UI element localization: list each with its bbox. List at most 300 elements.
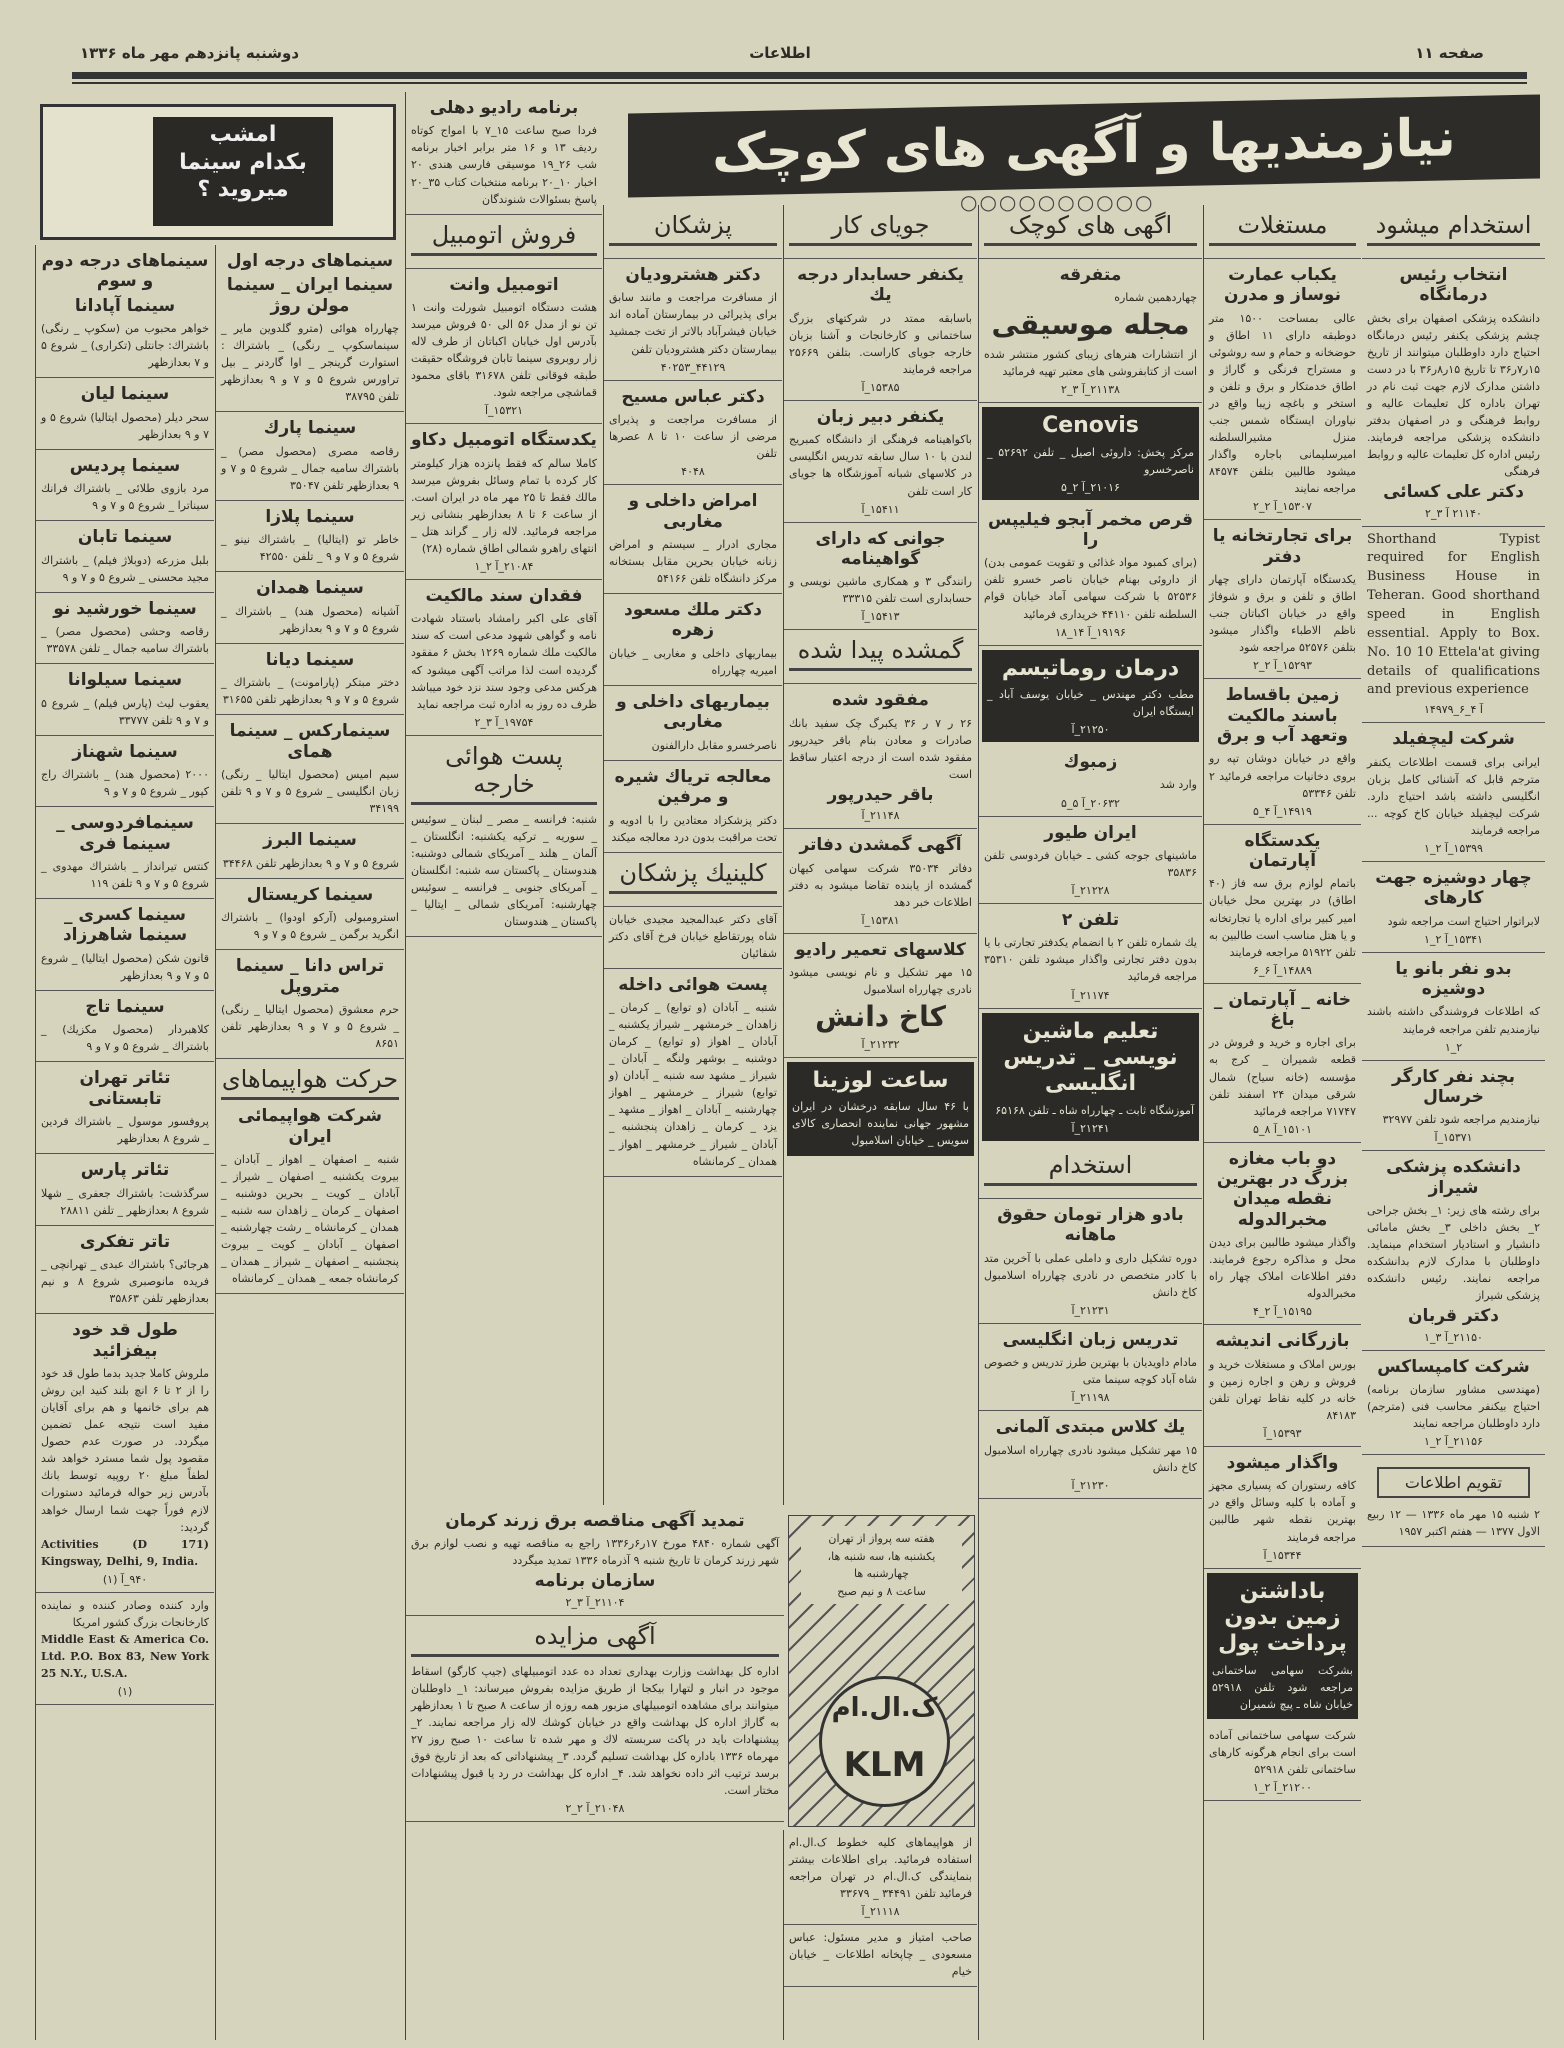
classified-ad: [979, 1324, 1202, 1411]
classified-ad: [604, 205, 782, 259]
klm-ad-line: یکشنبه ها، سه شنبه ها، چهارشنبه ها: [827, 1549, 936, 1581]
ad-reference-number: ۲۱۱۱۸_آ: [861, 1905, 900, 1919]
classified-ad: [784, 1925, 977, 1987]
ad-reference-number: ۴۴۱۲۹_۴۰۲۵۳: [660, 360, 726, 374]
classified-ad: [1204, 1723, 1361, 1801]
ad-reference-number: ۲۱۱۳۸_آ ۳_۲: [1061, 383, 1120, 397]
ad-body: حرم معشوق (محصول ایتالیا _ رنگی) _ شروع ۵ و ۷ و ۹ بعدازظهر تلفن ۸۶۵۱: [221, 1003, 400, 1051]
ad-body: کاملا سالم که فقط پانزده هزار کیلومتر کار کرده با تمام وسائل بفروش میرسد مالك فقط تا ۲۵ مهر ماه در ایران است. از ساعت ۶ تا ۸ بعدازظهر بنشانی زیر مراجعه فرمائید. لاله زار _ گراند هتل _ انتهای راهرو شمالی اطاق شماره (۲۸): [411, 456, 598, 555]
ad-heading: امراض داخلی و مغاربی: [628, 491, 758, 532]
ad-heading: آگهی گمشدن دفاتر: [799, 835, 962, 856]
ad-heading: Cenovis: [1042, 413, 1139, 439]
ad-heading: یك کلاس مبتدی آلمانی: [995, 1417, 1186, 1438]
ad-heading: معالجه تریاك شیره و مرفین: [614, 766, 772, 808]
ad-heading: بچند نفر کارگر خرسال: [1392, 1066, 1515, 1107]
classified-ad: [216, 879, 404, 950]
ad-reference-number: ۱۵۳۴۱_آ ۲_۱: [1424, 932, 1483, 946]
ad-body: هرجائی؟ باشتراك عبدی _ تهرانچی _ فریده مانوصبری شروع ۸ و نیم بعدازظهر تلفن ۳۵۸۶۳: [41, 1258, 209, 1306]
classified-ad: [36, 1154, 214, 1225]
ad-body: سحر دیلر (محصول ایتالیا) شروع ۵ و ۷ و ۹ بعدازظهر: [41, 410, 209, 441]
ad-body: از مسافرت مراجعت و مانند سابق برای پذیرائی در بیمارستان آماده اند خیابان فیشرآباد بالاتر از تخت جمشید بیمارستان دکتر هشترودیان تلفن: [609, 291, 777, 356]
section-heading: آگهی مزایده: [411, 1622, 779, 1657]
classified-ad: [216, 1059, 404, 1294]
ad-reference-number: ۲۱۰۱۶_آ ۲_۵: [1061, 480, 1120, 494]
ad-body: رقاصه وحشی (محصول مصر) _ باشتراك سامیه جمال _ تلفن ۳۳۵۷۸: [41, 625, 209, 656]
ad-reference-number: ۲۱۱۵۶_آ ۲_۱: [1424, 1435, 1483, 1449]
ad-heading: سینماهای درجه دوم و سوم: [41, 251, 209, 292]
ad-body: باتمام لوازم برق سه فاز (۴۰ اطاق) در بهترین محل خیابان امیر کبیر برای اداره یا تجارتخانه و یا هتل مناسب است طالبین به تلفن ۵۱۹۲۲ مراجعه فرمایند: [1209, 877, 1356, 959]
ad-reference-number: ۲۱۲۳۱_آ: [1071, 1303, 1110, 1317]
ad-body: ماشینهای جوجه کشی ـ خیابان فردوسی تلفن ۳۵۸۳۶: [984, 848, 1197, 879]
ad-reference-number: (۱): [117, 1684, 133, 1698]
klm-logo-fa: ک.ال.ام: [831, 1693, 938, 1723]
classified-ad: [979, 1199, 1202, 1324]
classified-ad: [1204, 984, 1361, 1143]
ad-heading: باداشتن زمین بدون پرداخت پول: [1218, 1578, 1347, 1657]
ad-body: سیم امیس (محصول ایتالیا _ رنگی) زبان انگلیسی _ شروع ۵ و ۷ و ۹ تلفن ۳۴۱۹۹: [221, 768, 400, 816]
classified-ad: [1204, 259, 1361, 520]
ad-signature: باقر حیدرپور: [827, 785, 934, 805]
ad-body: ملروش کاملا جدید بدما طول قد خود را از ۲ تا ۶ انچ بلند کنید این روش هم برای خانمها و هم برای آقایان مفید است نتیجه عمل تضمین میگردد. در صورت عدم حصول مقصود پول شما مسترد خواهد شد لطفاً مبلغ ۲۰ روپیه توسط بانك بآدرس زیر حواله فرمائید دستورات لازم فوراً جهت شما ارسال خواهد گردید:: [41, 1367, 209, 1534]
section-heading: جویای کار: [789, 211, 972, 246]
ad-body: کنتس تیرانداز _ باشتراك مهدوی _ شروع ۵ و ۷ و ۹ تلفن ۱۱۹: [41, 860, 209, 891]
classified-ad: [979, 1411, 1202, 1498]
ad-heading: مفقود شده: [832, 690, 929, 711]
ad-heading: تدریس زبان انگلیسی: [1002, 1329, 1179, 1350]
ad-heading: تئاتر پارس: [80, 1160, 170, 1181]
classified-ad: [216, 501, 404, 572]
section-heading: استخدام میشود: [1367, 211, 1540, 246]
ad-body: پروفسور موسول _ باشتراك فردین _ شروع ۸ بعدازظهر: [41, 1115, 209, 1146]
ad-body: استرومبولی (آرکو اودوا) _ باشتراك انگرید برگمن _ شروع ۵ و ۷ و ۹: [221, 911, 399, 942]
ad-body: یك شماره تلفن ۲ با انضمام یکدفتر تجارتی با یا بدون دفتر تجارتی واگذار میشود تلفن ۳۵۳۱۰ مراجعه فرمائید: [984, 936, 1197, 984]
ad-body: شنبه _ اصفهان _ اهواز _ آبادان _ بیروت یکشنبه _ اصفهان _ شیراز _ آبادان _ کویت _ بحرین دوشنبه _ اصفهان _ کرمان _ زاهدان سه شنبه _ همدان _ کرمانشاه _ رشت چهارشنبه _ اصفهان _ آبادان _ کویت _ بیروت پنجشنبه _ اصفهان _ شیراز _ همدان _ کرمانشاه جمعه _ همدان _ کرمانشاه: [221, 1152, 399, 1286]
ad-heading: ساعت لوزینا: [812, 1068, 949, 1093]
classified-ad: [216, 245, 404, 412]
ad-reference-number: ۱۹۷۵۴_آ ۳_۲: [474, 715, 534, 729]
ad-heading: بدو نفر بانو یا دوشیزه: [1395, 958, 1512, 1000]
classified-ad: [406, 92, 602, 215]
ad-body: بلبل مزرعه (دوبلاژ فیلم) _ باشتراك مجید محسنی _ شروع ۵ و ۷ و ۹: [41, 553, 209, 584]
section-heading: حرکت هواپیماهای: [221, 1065, 399, 1100]
ad-body: چهارراه هوائی (مترو گلدوین مایر _ سینماسکوپ _ رنگی) _ باشتراك : استوارت گرینجر _ اوا گاردنر _ بیل تراورس شروع ۵ و ۷ و ۹ بعدازظهر تلفن ۳۸۷۹۵: [221, 322, 400, 404]
ad-heading: درمان روماتیسم: [1001, 655, 1180, 681]
ad-heading: برای تجارتخانه یا دفتر: [1212, 526, 1353, 567]
ad-heading: شرکت هواپیمائی ایران: [237, 1106, 383, 1147]
ad-reference-number: ۱۵۱۰۱_آ ۸_۵: [1253, 1122, 1312, 1136]
classified-ad: [36, 807, 214, 899]
classified-ad: [1204, 825, 1361, 984]
ad-heading: سینما همدان: [256, 578, 364, 599]
ad-body: دانشکده پزشکی اصفهان برای بخش چشم پزشکی یکنفر رئیس درمانگاه احتیاج دارد داوطلبان میتوانند از تاریخ ۱۵ر۷ر۳۶ تا تاریخ ۱۵ر۸ر۳۶ با در دست داشتن مدارک لازم جهت ثبت نام در تهران باداره کل تعلیمات عالیه و روابط فرهنگی و در اصفهان بدفتر دانشکده پزشکی مراجعه فرمایند. رئیس اداره کل تعلیمات عالیه و روابط فرهنگی: [1367, 311, 1541, 479]
classified-ad: [36, 593, 214, 664]
classified-ad: [784, 934, 977, 1058]
ad-body: رقاصه مصری (محصول مصر) _ باشتراك سامیه جمال _ شروع ۵ و ۷ و ۹ بعدازظهر تلفن ۳۵۰۴۷: [221, 444, 400, 492]
ad-body: بورس املاک و مستغلات خرید و فروش و رهن و اجاره زمین و خانه در کلیه نقاط تهران تلفن ۸۴۱۸۳: [1209, 1357, 1356, 1422]
ad-body: مجاری ادرار _ سیستم و امراض زنانه خیابان بحرین مقابل بستخانه مرکز دانشگاه تلفن ۵۴۱۶۶: [609, 537, 777, 585]
ad-heading: برنامه رادیو دهلی: [429, 98, 579, 118]
classified-ad: [216, 824, 404, 878]
classified-ad: [406, 580, 602, 736]
ad-reference-number: ۲۱۲۳۲_آ: [861, 1038, 900, 1051]
classified-ad: [1362, 1151, 1545, 1350]
ad-reference-number: ۲۱۱۹۸_آ: [1071, 1391, 1110, 1405]
ad-body: واگذار میشود طالبین برای دیدن محل و مذاکره رجوع فرمایند. دفتر اطلاعات املاک چهار راه مخبرالدوله: [1209, 1236, 1356, 1301]
classified-ad: [216, 644, 404, 715]
classified-ad: [406, 269, 602, 425]
ad-body: وارد کننده وصادر کننده و نماینده کارخانجات بزرگ کشور امریکا: [41, 1598, 209, 1629]
ad-body: از انتشارات هنرهای زیبای کشور منتشر شده است از کتابفروشی های معتبر تهیه فرمائید: [984, 348, 1197, 379]
ad-reference-number: ۱۵۳۰۷_آ ۲_۲: [1253, 500, 1312, 514]
ad-body: اداره کل بهداشت وزارت بهداری تعداد ده عدد اتومبیلهای (جیپ کارگو) اسقاط موجود در انبار و لتهارا بیکجا از طریق مزایده بفروش میرساند: ۱_ داوطلبان میتوانند برای مشاهده اتومبیلهای مزبور همه روزه از ساعت ۸ صبح تا ۱ بعدازظهر به گاراژ اداره کل بهداشت واقع در خیابان کوشك لاله زار مراجعه نمایند. ۲_ پیشنهادات باید در پاکت سربسته لاك و مهر شده تا ساعت ۱۰ صبح روز ۲۷ مهرماه ۱۳۳۶ باداره کل بهداشت تسلیم گردد. ۳_ پیشنهاداتی که بعد از تاریخ فوق برسد ترتیب اثر داده نخواهد شد. ۴_ اداره کل بهداشت در رد یا قبول پیشنهادات مختار است.: [411, 1664, 780, 1798]
classified-ad: [216, 412, 404, 501]
classified-ad: [36, 1314, 214, 1592]
classified-ad: [604, 259, 782, 381]
ad-body: سرگذشت: باشتراك جعفری _ شهلا شروع ۸ بعدازظهر _ تلفن ۲۸۸۱۱: [41, 1186, 209, 1217]
classified-ad: [604, 686, 782, 761]
ad-body: شنبه: فرانسه _ مصر _ لبنان _ سوئیس _ سوریه _ ترکیه یکشنبه: انگلستان _ آلمان _ هلند _ آمریکای شمالی دوشنبه: هندوستان _ پاکستان سه شنبه: انگلستان _ آمریکای جنوبی _ فرانسه _ سوئیس چهارشنبه: آمریکای شمالی _ ایتالیا _ پاکستان _ هندوستان: [411, 812, 597, 928]
ad-body: لابراتوار احتیاج است مراجعه شود: [1387, 914, 1540, 928]
classified-ad: [1362, 1061, 1545, 1152]
classified-ad: [979, 904, 1202, 1009]
column-klm-lower: [783, 1830, 977, 2040]
ad-body: ۲۰۰۰ (محصول هند) _ باشتراك راج کپور _ شروع ۵ و ۷ و ۹: [41, 768, 209, 799]
cinema-ad-screen: [153, 117, 333, 226]
ad-body: ۲۶ ر ۷ ر ۳۶ یکبرگ چک سفید بانك صادرات و معادن بنام باقر حیدرپور مفقود شده است از درجه اعتبار ساقط است: [789, 716, 973, 781]
ad-body: با ۴۶ سال سابقه درخشان در ایران مشهور جهانی نماینده انحصاری کالای سویس _ خیابان اسلامبول: [792, 1100, 969, 1148]
classified-ad: [36, 1593, 214, 1705]
ad-heading: بادو هزار تومان حقوق ماهانه: [997, 1204, 1184, 1246]
classified-ad: [216, 715, 404, 824]
classified-ad: [1362, 259, 1545, 527]
classified-ad: [784, 1830, 977, 1925]
ad-heading: بیماریهای داخلی و مغاربی: [616, 691, 770, 733]
calendar-title: تقویم اطلاعات: [1377, 1467, 1530, 1498]
ad-heading: اتومبیل وانت: [449, 274, 559, 295]
ad-reference-number: ۱۵۴۱۳_آ: [861, 610, 900, 624]
classified-ad: [36, 450, 214, 521]
cinema-ad-line: امشب: [209, 122, 277, 147]
classified-ad: [406, 215, 602, 269]
classified-ad: [784, 205, 977, 259]
ad-body: Shorthand Typist required for English Business House in Teheran. Good shorthand speed in English essential. Apply to Box. No. 10 10 Ettela'at giving details of qualifications and previous experience: [1367, 531, 1540, 698]
ad-heading: انتخاب رئیس درمانگاه: [1399, 265, 1508, 306]
ad-body: وارد شد: [1159, 778, 1197, 792]
newspaper-name: اطلاعات: [749, 44, 811, 62]
classified-ad: [979, 259, 1202, 403]
ad-heading: ایران طیور: [1044, 822, 1137, 843]
ad-reference-number: ۲۱۲۵۰_آ: [1071, 723, 1110, 737]
classified-ad: [1362, 953, 1545, 1061]
masthead-rule-thin: [72, 82, 1527, 84]
cinema-ad-line: میروید ؟: [197, 177, 289, 202]
classified-ad: [604, 969, 782, 1177]
ad-heading: یکدستگاه اتومبیل دکاو: [411, 430, 597, 451]
ad-heading: سینما البرز: [263, 830, 357, 851]
ad-heading: تعلیم ماشین نویسی _ تدریس انگلیسی: [1003, 1018, 1178, 1097]
ad-body: برای اجاره و خرید و فروش در قطعه شمیران _ کرج به مؤسسه (خانه سیاح) شمال شرقی میدان ۲۴ اسفند تلفن ۷۱۷۴۷ مراجعه فرمائید: [1209, 1036, 1356, 1118]
ad-reference-number: ۲۱۱۴۰ آ ۳_۲: [1425, 506, 1482, 520]
ad-body: ایرانی برای قسمت اطلاعات یکنفر مترجم قابل که آشنائی کامل بزبان انگلیسی داشته باشد احتیاج دارد. شرکت لیچفیلد خیابان کاخ کوچه ... مراجعه فرمایند: [1367, 755, 1540, 837]
classified-ad: [784, 259, 977, 401]
ad-heading: خانه _ آپارتمان _ باغ: [1213, 989, 1352, 1031]
ad-body: شرکت سهامی ساختمانی آماده است برای انجام هرگونه کارهای ساختمانی تلفن ۵۲۹۱۸: [1209, 1728, 1356, 1776]
ad-heading: سینما سیلوانا: [67, 670, 183, 691]
classified-ad: [1204, 1325, 1361, 1447]
classified-ad: [784, 401, 977, 523]
ad-reference-number: ۱۵۱۹۵_آ ۲_۴: [1253, 1305, 1312, 1319]
ad-english: Middle East & America Co. Ltd. P.O. Box 83, New York 25 N.Y., U.S.A.: [41, 1632, 209, 1680]
classified-ad: [604, 761, 782, 853]
ad-heading: دکتر هشترودیان: [625, 265, 761, 285]
column-employment: [1362, 205, 1545, 2040]
ad-heading: سینما تابان: [77, 527, 173, 548]
ad-body: بشرکت سهامی ساختمانی مراجعه شود تلفن ۵۲۹۱۸ خیابان شاه ـ پیچ شمیران: [1212, 1663, 1353, 1711]
column-small-ads: [978, 205, 1202, 2040]
cinema-ad: [40, 104, 396, 240]
ad-body: کافه رستوران که پسیاری مجهز و آماده با کلیه وسائل واقع در بهترین نقطه شهر طالبین مراجعه فرمایند: [1209, 1479, 1356, 1544]
ad-body: باکواهینامه فرهنگی از دانشگاه کمبریج لندن با ۱۰ سال سابقه تدریس انگلیسی در کلاسهای شبانه آموزشگاه ها جویای کار است تلفن: [789, 433, 972, 498]
ad-heading: شرکت کامپساکس: [1377, 1356, 1530, 1377]
ad-reference-number: ۱۵۳۲۱_آ: [484, 404, 524, 418]
ad-reference-number: ۲۱۲۰۰_آ ۲_۱: [1253, 1781, 1312, 1795]
ad-body: مرکز پخش: داروئی اصیل _ تلفن ۵۲۶۹۲ _ ناصرخسرو: [987, 445, 1194, 476]
classified-ad: [784, 630, 977, 684]
ad-heading: سینمافردوسی _ سینما فری: [56, 813, 194, 854]
section-banner: نیازمندیها و آگهی های کوچک: [628, 94, 1540, 197]
ad-reference-number: ۲۱۱۰۴_آ ۳_۲: [565, 1595, 625, 1609]
section-heading: فروش اتومبیل: [411, 221, 597, 256]
ad-reference-number: ۲۰۶۳۲_آ ۵_۵: [1061, 796, 1120, 810]
ad-body: مرد بازوی طلائی _ باشتراك فرانك سیناترا _ شروع ۵ و ۷ و ۹: [41, 482, 209, 513]
ad-reference-number: ۱۵۴۱۱_آ: [861, 502, 900, 516]
ad-subheading: سینما آپادانا: [74, 295, 176, 316]
column-job-seekers: [783, 205, 977, 1505]
ad-heading: زمبوك: [1063, 752, 1118, 773]
ad-reference-number: ۱۵۳۴۴_آ: [1263, 1548, 1302, 1562]
ad-heading: سینما شهناز: [72, 741, 178, 762]
classified-ad: [36, 736, 214, 807]
classified-ad: [36, 664, 214, 735]
ad-heading: طول قد خود بیفزائید: [72, 1320, 178, 1361]
ad-body: آقای دکتر عبدالمجید مجیدی خیابان شاه پورتقاطع خیابان فرخ آقای دکتر شفائیان: [609, 912, 777, 960]
column-cinemas-second: [35, 245, 214, 2040]
ad-body: شنبه _ آبادان (و توابع) _ کرمان _ زاهدان _ خرمشهر _ شیراز یکشنبه _ آبادان _ اهواز (و توابع) _ کرمان دوشنبه _ بوشهر ولنگه _ آبادان _ شیراز _ مشهد سه شنبه _ آبادان (و توابع) شیراز _ خرمشهر _ اهواز چهارشنبه _ آبادان _ اهواز _ مشهد _ یزد _ کرمان _ زاهدان پنجشنبه _ آبادان _ شیراز _ خرمشهر _ اهواز _ همدان _ کرمانشاه: [609, 1001, 777, 1168]
section-heading: استخدام: [984, 1151, 1197, 1186]
ad-body: یکدستگاه آپارتمان دارای چهار اطاق و تلفن و برق و شوفاژ واقع در خیابان اکباتان جنب ناظم الاطباء واگذار میشود بتلفن ۵۲۵۷۶ مراجعه شود: [1209, 573, 1356, 655]
classified-ad: [406, 736, 602, 937]
ad-body: از هواپیماهای کلیه خطوط ک.ال.ام استفاده فرمائید. برای اطلاعات بیشتر بنمایندگی ک.ال.ام در تهران مراجعه فرمائید تلفن ۳۴۴۹۱ _ ۳۳۶۷۹: [789, 1836, 972, 1901]
classified-ad: [1362, 862, 1545, 953]
classified-ad: [1207, 1573, 1358, 1719]
ad-heading: پست هوائی داخله: [618, 974, 768, 995]
ad-body: مطب دکتر مهندس _ خیابان یوسف آباد _ ایستگاه ایران: [987, 687, 1194, 719]
classified-ad: [36, 1062, 214, 1154]
classified-ad: [784, 829, 977, 934]
ad-body: هشت دستگاه اتومبیل شورلت وانت ۱ تن نو از مدل ۵۶ الی ۵۰ فروش میرسد بآدرس اول خیابان اکباتان از طرف لاله زار روبروی سینما تابان فروشگاه حقیقت طبقه فوقانی تلفن ۳۱۶۷۸ باقای محمود قماشچی مراجعه شود.: [411, 301, 598, 400]
ad-heading: بازرگانی اندیشه: [1215, 1331, 1350, 1352]
ad-reference-number: ۱۵۳۸۵_آ: [861, 380, 900, 394]
ornament-row: ○○○○○○○○○○: [960, 190, 1155, 214]
ad-body: آگهی شماره ۴۸۴۰ مورخ ۱۷ر۶ر۱۳۳۶ راجع به مناقصه تهیه و نصب لوازم برق شهر زرند کرمان تا تاریخ شنبه ۹ آذرماه ۱۳۳۶ تمدید میگردد: [411, 1537, 780, 1568]
classified-ad: [36, 899, 214, 991]
ad-heading: سینما پارك: [263, 418, 357, 439]
column-radio-autos: [405, 92, 602, 1505]
ad-body: ۲ شنبه ۱۵ مهر ماه ۱۳۳۶ — ۱۲ ربیع الاول ۱۳۷۷ — هفتم اکتبر ۱۹۵۷: [1367, 1508, 1540, 1539]
ad-highlight: مجله موسیقی: [991, 308, 1190, 342]
ad-reference-number: ۲۱۱۴۸_آ: [861, 809, 900, 823]
ad-body: خاطر تو (ایتالیا) _ باشتراك نینو _ شروع ۵ و ۷ و ۹ _ تلفن ۴۲۵۵۰: [221, 533, 399, 564]
lower-notices: [405, 1505, 784, 2040]
ad-body: که اطلاعات فروشندگی داشته باشند نیازمندیم تلفن مراجعه فرمایند: [1367, 1005, 1540, 1036]
ad-heading: تلفن ۲: [1061, 909, 1120, 930]
ad-body: رانندگی ۳ و همکاری ماشین نویسی و حسابداری است تلفن ۳۳۳۱۵: [789, 575, 972, 606]
section-heading: اگهی های کوچک: [984, 211, 1197, 246]
ad-heading: تمدید آگهی مناقصه برق زرند کرمان: [445, 1511, 745, 1531]
ad-body: از مسافرت مراجعت و پذیرای مرضی از ساعت ۱۰ تا ۸ عصرها تلفن: [609, 412, 778, 461]
classified-ad: [1204, 205, 1361, 259]
classified-ad: [979, 504, 1202, 646]
ad-heading: سینما دیانا: [265, 649, 355, 670]
classified-ad: [406, 1616, 784, 1822]
ad-body: (مهندسی مشاور سازمان برنامه) احتیاج بیکنفر محاسب فنی (مترجم) دارد داوطلبان مراجعه نمایند: [1367, 1383, 1540, 1431]
ad-body: کلاهبردار (محصول مکزیك) _ باشتراك _ شروع ۵ و ۷ و ۹: [41, 1023, 209, 1054]
page-number: صفحه ۱۱: [1415, 44, 1484, 62]
ad-body: آقای علی اکبر رامشاد باستناد شهادت نامه و گواهی شهود مدعی است که سند مالکیت ملك شماره ۱۲۶۹ بخش ۶ مفقود گردیده است لذا مراتب آگهی میشود که هرکس مدعی وجود سند نزد خود میباشد ظرف ده روز به اداره ثبت مراجعه نماید: [411, 612, 598, 711]
ad-heading: سینما تاج: [85, 996, 165, 1017]
classified-ad: [604, 853, 782, 907]
ad-heading: قرص مخمر آبجو فیلیپس را: [987, 509, 1194, 550]
ad-heading: شرکت لیچفیلد: [1392, 729, 1515, 750]
section-heading: پزشکان: [609, 211, 777, 246]
ad-body: فردا صبح ساعت ۱۵_۷ با امواج کوتاه ردیف ۱۳ و ۱۶ متر برابر اخبار برنامه شب ۲۶_۱۹ موسیقی فارسی هندی ۲۰ اخبار ۱۰_۲۰ برنامه منتخبات کتاب ۳۵_۲۰ پاسخ بسئوالات شنوندگان: [411, 124, 598, 206]
klm-ad-line: ساعت ۸ و نیم صبح: [837, 1584, 926, 1598]
ad-heading: واگذار میشود: [1226, 1452, 1339, 1473]
ad-heading: سینما لیان: [80, 384, 170, 405]
classified-ad: [216, 950, 404, 1059]
ad-heading: تاتر تفکری: [79, 1231, 171, 1252]
ad-reference-number: ۲_۱: [1444, 1040, 1463, 1054]
ad-heading: دانشکده پزشکی شیراز: [1386, 1157, 1521, 1198]
classified-ad: [787, 1062, 974, 1156]
ad-reference-number: ۲۱۰۸۴_آ ۲_۱: [474, 559, 534, 573]
ad-body: صاحب امتیاز و مدیر مسئول: عباس مسعودی _ چاپخانه اطلاعات _ خیابان خیام: [789, 1931, 972, 1979]
classified-ad: [979, 746, 1202, 816]
ad-heading: یکنفر حسابدار درجه یك: [797, 265, 964, 306]
classified-ad: [979, 817, 1202, 904]
ad-heading: دکتر ملك مسعود زهره: [623, 600, 763, 641]
classified-ad: [604, 381, 782, 486]
ad-reference-number: ۲۱۲۳۰_آ: [1071, 1478, 1110, 1492]
classified-ad: [36, 991, 214, 1062]
ad-heading: متفرقه: [1059, 265, 1122, 285]
ad-reference-number: ۲۱۲۴۱_آ: [1071, 1121, 1110, 1135]
klm-ad-line: هفته سه پرواز از تهران: [828, 1532, 935, 1545]
column-cinemas-first: [215, 245, 404, 2040]
ad-reference-number: ۱۴۹۷۹_آ ۴_۶: [1424, 703, 1483, 717]
ad-reference-number: ۹۴۰_آ (۱): [102, 1572, 148, 1586]
classified-ad: [1362, 723, 1545, 862]
masthead-rule: [72, 72, 1527, 79]
ad-reference-number: ۱۵۳۹۳_آ: [1263, 1426, 1302, 1440]
ad-body: آشیانه (محصول هند) _ باشتراك _ شروع ۵ و ۷ و ۹ بعدازظهر: [221, 604, 399, 635]
ad-body: آموزشگاه ثابت ـ چهارراه شاه ـ تلفن ۶۵۱۶۸: [995, 1103, 1194, 1117]
ad-body: (برای کمبود مواد غذائی و تقویت عمومی بدن) از داروئی بهنام خیابان ناصر خسرو تلفن ۵۲۵۳۶ با شرکت سهامی آماد خیابان قوام السلطنه تلفن ۴۴۱۱۰ خریداری فرمائید: [984, 556, 1197, 621]
ad-heading: سینما خورشید نو: [53, 598, 197, 619]
ad-heading: سینما کسری _ سینما شاهرزاد: [62, 905, 188, 946]
ad-heading: سینما پردیس: [69, 455, 181, 476]
ad-body: دکتر پزشکزاد معتادین را با ادویه و تحت مراقبت بدون درد معالجه میکند: [609, 813, 777, 844]
classified-ad: [604, 594, 782, 686]
ad-body: دفاتر ۳۵۰۳۴ شرکت سهامی کیهان گمشده از یابنده تقاضا میشود به دفتر اطلاعات خبر دهد: [789, 861, 972, 909]
classified-ad: [36, 245, 214, 378]
ad-body: باسابقه ممتد در شرکتهای بزرگ ساختمانی و کارخانجات و آشنا بزبان خارجه جویای کاراست. بتلفن ۲۵۶۶۹ مراجعه فرمایند: [789, 311, 972, 376]
section-heading: کلینیك پزشکان: [609, 859, 777, 894]
ad-heading: جوانی که دارای گواهینامه: [815, 528, 946, 569]
ad-signature: دکتر قربان: [1407, 1306, 1500, 1327]
classified-ad: [36, 1226, 214, 1315]
classified-ad: [979, 1145, 1202, 1199]
ad-heading: دکتر عباس مسیح: [621, 386, 765, 407]
ad-heading: یکنفر دبیر زبان: [816, 406, 945, 427]
ad-reference-number: ۴۰۴۸: [681, 465, 705, 479]
klm-logo: [819, 1676, 950, 1807]
ad-body: شروع ۵ و ۷ و ۹ بعدازظهر تلفن ۳۴۴۶۸: [222, 856, 399, 870]
ad-reference-number: ۲۱۲۲۸_آ: [1071, 883, 1110, 897]
classified-ad: [784, 523, 977, 631]
classified-ad: [982, 407, 1199, 499]
ad-body: خواهر محبوب من (سکوپ _ رنگی) باشتراك: جانتلی (تکراری) _ شروع ۵ و ۷ بعدازظهر: [41, 322, 209, 370]
ad-reference-number: ۱۵۲۹۳_آ ۲_۲: [1253, 659, 1312, 673]
ad-body: ناصرخسرو مقابل دارالفنون: [651, 738, 777, 752]
ad-heading: یکباب عمارت نوساز و مدرن: [1224, 265, 1341, 306]
ad-heading: سینمارکس _ سینما همای: [229, 721, 391, 762]
ad-reference-number: ۱۹۱۹۶_آ ۱۴_۱۸: [1055, 625, 1126, 639]
ad-body: دوره تشکیل داری و داملی عملی با آخرین متد با کادر متخصص در نادری چهارراه اسلامبول کاخ دانش: [984, 1251, 1197, 1299]
ad-signature: سازمان برنامه: [534, 1571, 656, 1592]
ad-reference-number: ۱۴۹۱۹_آ ۴_۵: [1253, 804, 1312, 818]
calendar-box: [1362, 1455, 1545, 1547]
ad-english: Activities (D 171) Kingsway, Delhi, 9, India.: [41, 1537, 209, 1568]
classified-ad: [216, 572, 404, 643]
ad-reference-number: ۱۵۳۷۱_آ: [1434, 1131, 1473, 1145]
ad-reference-number: ۱۵۳۸۱_آ: [861, 913, 900, 927]
ad-body: برای رشته های زیر: ۱_ بخش جراحی ۲_ بخش داخلی ۳_ بخش مامائی دانشیار و استادیار استخدام مینماید. داوطلبان با مدارک لازم بدانشکده مراجعه نمایند. رئیس دانشکده پزشکی شیراز: [1367, 1204, 1540, 1303]
classified-ad: [1362, 1351, 1545, 1456]
classified-ad: [1362, 205, 1545, 259]
ad-reference-number: ۲۱۰۴۸_آ ۲_۲: [565, 1802, 625, 1816]
cinema-ad-line: بکدام سینما: [179, 149, 307, 175]
ad-subheading: سینما ایران _ سینما مولن روژ: [226, 275, 394, 316]
klm-ad: [788, 1515, 975, 1827]
ad-body: مادام داویدیان با بهترین طرز تدریس و خصوص شاه آباد کوچه سینما متی: [984, 1356, 1197, 1387]
ad-reference-number: ۲۱۱۵۰_آ ۳_۱: [1424, 1330, 1483, 1344]
classified-ad: [1204, 1447, 1361, 1569]
ad-body: واقع در خیابان دوشان تپه رو بروی دخانیات مراجعه فرمائید ۲ تلفن ۵۳۳۴۶: [1209, 752, 1356, 800]
ad-body: قانون شکن (محصول ایتالیا) _ شروع ۵ و ۷ و ۹ بعدازظهر: [41, 951, 209, 982]
issue-date: دوشنبه پانزدهم مهر ماه ۱۳۳۶: [80, 44, 300, 62]
column-real-estate: [1203, 205, 1361, 2040]
classified-ad: [1362, 527, 1545, 724]
ad-heading: یکدستگاه آپارتمان: [1244, 830, 1321, 872]
ad-body: نیازمندیم مراجعه شود تلفن ۳۲۹۷۷: [1382, 1113, 1540, 1127]
ad-body: عالی بمساحت ۱۵۰۰ متر دوطبقه دارای ۱۱ اطاق و حوضخانه و حمام و سه روشوئی و مستراح فرنگی و گاراژ و اطاق خدمتکار و برق و تلفن و استخر و باغچه زیبا واقع در نیاوران ایستگاه شمس جنب منزل مشیرالسلطنه امیرسلیمانی باجاره واگذار میشود طالبین بتلفن ۸۴۵۷۴ مراجعه نمایند: [1209, 311, 1356, 496]
ad-heading: تراس دانا _ سینما متروپل: [235, 956, 385, 997]
ad-heading: چهار دوشیزه جهت کارهای: [1375, 867, 1532, 909]
ad-reference-number: ۲۱۱۷۴_آ: [1071, 988, 1110, 1002]
ad-highlight: کاخ دانش: [815, 1000, 946, 1034]
section-heading: پست هوائی خارجه: [411, 742, 597, 805]
